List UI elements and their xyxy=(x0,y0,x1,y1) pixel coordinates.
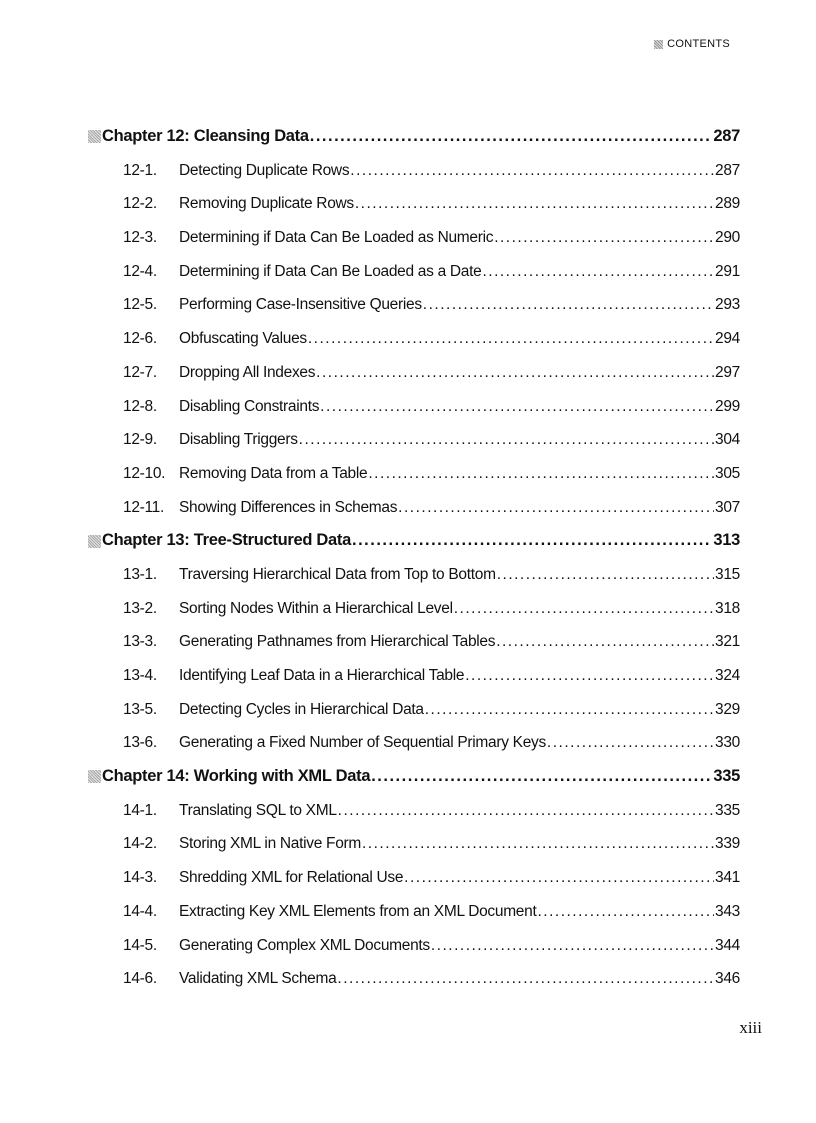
entry-number: 12-11. xyxy=(123,498,164,516)
entry-title: Identifying Leaf Data in a Hierarchical Table xyxy=(179,667,465,684)
page-ref: 329 xyxy=(715,700,740,718)
chapter-square-icon xyxy=(88,130,101,143)
entry-title: Storing XML in Native Form xyxy=(179,835,361,853)
entry-number: 12-1. xyxy=(123,161,157,179)
toc-entry[interactable] xyxy=(88,794,740,828)
entry-number: 12-2. xyxy=(123,195,157,213)
leader-dots xyxy=(320,390,714,424)
toc-entry[interactable] xyxy=(88,423,740,457)
page-ref: 305 xyxy=(715,464,740,482)
entry-title: Obfuscating Values xyxy=(179,330,307,348)
toc-entry[interactable] xyxy=(88,558,740,592)
page-ref: 330 xyxy=(715,734,740,752)
leader-dots xyxy=(482,255,714,289)
leader-dots xyxy=(547,726,714,760)
page-ref: 321 xyxy=(715,633,740,651)
entry-title: Generating a Fixed Number of Sequential Primary Keys xyxy=(179,734,546,752)
entry-title: Removing Data from a Table xyxy=(179,464,368,482)
toc-entry[interactable] xyxy=(88,457,740,491)
toc-entry[interactable] xyxy=(88,625,740,659)
page-ref: 324 xyxy=(715,667,740,684)
chapter-title: Chapter 13: Tree-Structured Data xyxy=(102,531,351,550)
entry-number: 12-10. xyxy=(123,464,166,482)
entry-number: 14-3. xyxy=(123,869,157,887)
leader-dots xyxy=(537,895,714,929)
page-ref: 294 xyxy=(715,330,740,348)
leader-dots xyxy=(308,322,714,356)
toc-entry[interactable] xyxy=(88,221,740,255)
page-ref: 297 xyxy=(715,363,740,381)
page-ref: 293 xyxy=(715,296,740,314)
entry-title: Translating SQL to XML xyxy=(179,801,337,819)
entry-title: Detecting Duplicate Rows xyxy=(179,161,350,179)
toc-entry[interactable] xyxy=(88,187,740,221)
entry-number: 13-3. xyxy=(123,633,157,651)
toc-entry[interactable] xyxy=(88,929,740,963)
entry-title: Sorting Nodes Within a Hierarchical Level xyxy=(179,599,453,617)
page-number: xiii xyxy=(739,1018,762,1037)
leader-dots xyxy=(398,491,714,525)
entry-number: 12-9. xyxy=(123,431,157,449)
page-ref: 318 xyxy=(715,599,740,617)
entry-number: 13-1. xyxy=(123,565,157,583)
entry-number: 12-5. xyxy=(123,296,157,314)
entry-number: 13-2. xyxy=(123,599,157,617)
entry-title: Disabling Constraints xyxy=(179,397,320,415)
page-ref: 307 xyxy=(715,498,740,516)
leader-dots xyxy=(338,794,714,828)
chapter-title: Chapter 12: Cleansing Data xyxy=(102,127,309,145)
leader-dots xyxy=(404,861,714,895)
page-ref: 289 xyxy=(715,195,740,213)
page-ref: 344 xyxy=(715,936,740,954)
page-ref: 287 xyxy=(715,161,740,179)
toc-entry[interactable] xyxy=(88,861,740,895)
page-ref: 291 xyxy=(715,262,740,280)
leader-dots xyxy=(423,288,714,322)
entry-number: 12-7. xyxy=(123,363,157,381)
entry-title: Determining if Data Can Be Loaded as Numeric xyxy=(179,229,494,247)
toc-entry[interactable] xyxy=(88,693,740,727)
page-ref: 315 xyxy=(715,565,740,583)
toc-entry[interactable] xyxy=(88,356,740,390)
entry-title: Disabling Triggers xyxy=(179,431,298,449)
entry-number: 14-5. xyxy=(123,936,157,954)
leader-dots xyxy=(362,827,714,861)
leader-dots xyxy=(350,154,714,188)
page-ref: 346 xyxy=(715,970,740,988)
entry-title: Extracting Key XML Elements from an XML Document xyxy=(179,902,537,920)
toc-entry[interactable] xyxy=(88,255,740,289)
toc-entry[interactable] xyxy=(88,962,740,996)
toc-chapter[interactable] xyxy=(88,120,740,154)
leader-dots xyxy=(494,221,714,255)
toc-entry[interactable] xyxy=(88,288,740,322)
toc-entry[interactable] xyxy=(88,895,740,929)
leader-dots xyxy=(355,187,714,221)
leader-dots xyxy=(368,457,714,491)
page-ref: 304 xyxy=(715,431,740,449)
page-ref: 290 xyxy=(715,229,740,247)
page-ref: 313 xyxy=(713,531,740,550)
entry-number: 14-4. xyxy=(123,902,157,920)
toc-entry[interactable] xyxy=(88,659,740,693)
toc-chapter[interactable] xyxy=(88,524,740,558)
leader-dots xyxy=(299,423,714,457)
leader-dots xyxy=(454,592,714,626)
entry-title: Performing Case-Insensitive Queries xyxy=(179,296,422,314)
page-ref: 335 xyxy=(715,801,740,819)
page-ref: 339 xyxy=(715,835,740,853)
leader-dots xyxy=(352,524,712,558)
chapter-title: Chapter 14: Working with XML Data xyxy=(102,767,371,786)
page-ref: 341 xyxy=(715,869,740,887)
leader-dots xyxy=(496,625,714,659)
chapter-square-icon xyxy=(88,770,101,783)
toc-entry[interactable] xyxy=(88,491,740,525)
toc-entry[interactable] xyxy=(88,390,740,424)
leader-dots xyxy=(425,693,714,727)
chapter-square-icon xyxy=(88,535,101,548)
entry-title: Traversing Hierarchical Data from Top to Bottom xyxy=(179,565,496,583)
entry-number: 12-3. xyxy=(123,229,157,247)
entry-title: Validating XML Schema xyxy=(179,970,337,988)
toc-entry[interactable] xyxy=(88,592,740,626)
leader-dots xyxy=(371,760,712,794)
leader-dots xyxy=(337,962,714,996)
page-ref: 299 xyxy=(715,397,740,415)
entry-title: Detecting Cycles in Hierarchical Data xyxy=(179,700,424,718)
entry-title: Shredding XML for Relational Use xyxy=(179,869,404,887)
leader-dots xyxy=(310,120,713,154)
toc-chapter[interactable] xyxy=(88,760,740,794)
entry-title: Showing Differences in Schemas xyxy=(179,498,398,516)
entry-number: 13-4. xyxy=(123,667,157,684)
entry-title: Determining if Data Can Be Loaded as a Date xyxy=(179,262,482,280)
entry-number: 12-8. xyxy=(123,397,157,415)
header-square-icon xyxy=(654,40,663,49)
table-of-contents xyxy=(88,120,740,996)
toc-entry[interactable] xyxy=(88,322,740,356)
toc-entry[interactable] xyxy=(88,154,740,188)
toc-entry[interactable] xyxy=(88,726,740,760)
entry-title: Generating Pathnames from Hierarchical Tables xyxy=(179,633,496,651)
entry-number: 12-6. xyxy=(123,330,157,348)
header-label: CONTENTS xyxy=(667,38,730,50)
entry-number: 13-6. xyxy=(123,734,157,752)
entry-number: 12-4. xyxy=(123,262,157,280)
leader-dots xyxy=(431,929,714,963)
page-ref: 287 xyxy=(713,127,740,145)
toc-entry[interactable] xyxy=(88,827,740,861)
leader-dots xyxy=(465,659,714,693)
page-ref: 343 xyxy=(715,902,740,920)
entry-number: 13-5. xyxy=(123,700,157,718)
entry-title: Removing Duplicate Rows xyxy=(179,195,354,213)
entry-title: Generating Complex XML Documents xyxy=(179,936,430,954)
running-header xyxy=(654,38,730,50)
entry-title: Dropping All Indexes xyxy=(179,363,316,381)
entry-number: 14-1. xyxy=(123,801,157,819)
entry-number: 14-6. xyxy=(123,970,157,988)
leader-dots xyxy=(316,356,714,390)
entry-number: 14-2. xyxy=(123,835,157,853)
leader-dots xyxy=(497,558,714,592)
page-ref: 335 xyxy=(713,767,740,786)
